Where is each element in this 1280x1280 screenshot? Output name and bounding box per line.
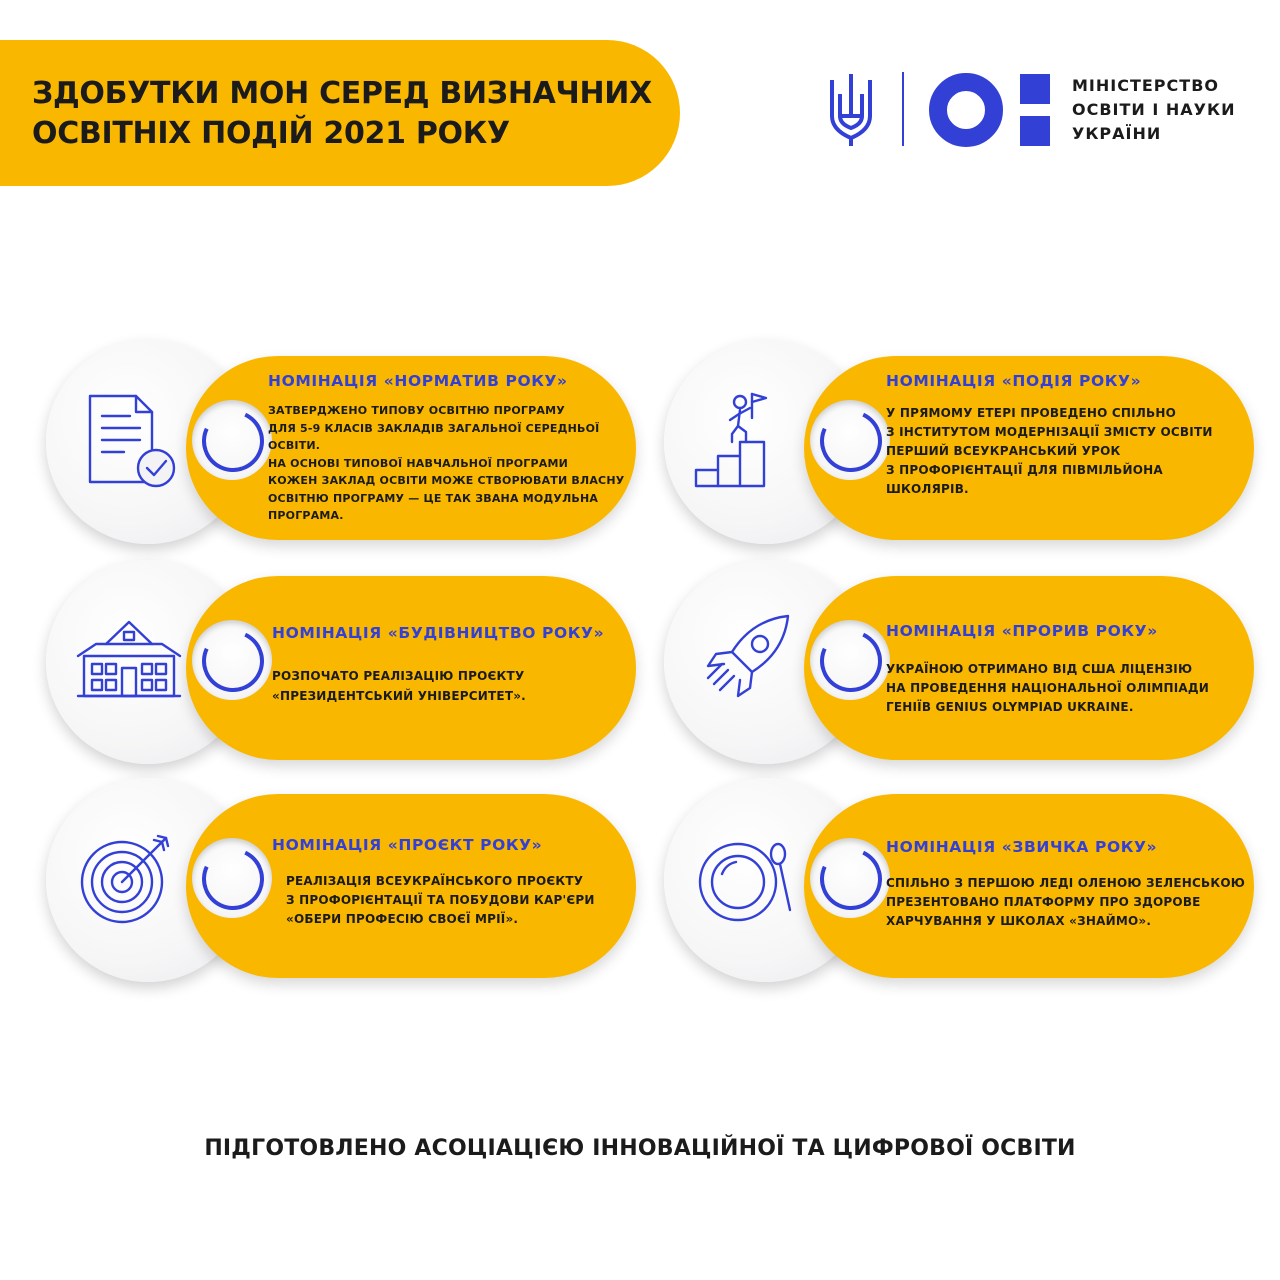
nomination-card-breakthrough [664,560,1264,770]
card-description [886,660,1256,717]
mon-emblem-icon [928,72,1058,148]
rocket-icon [692,606,802,716]
nomination-card-construction [46,560,646,770]
desc-line: ДЛЯ 5-9 КЛАСІВ ЗАКЛАДІВ ЗАГАЛЬНОЇ СЕРЕДНЬОЇ ОСВІТИ. [268,421,600,452]
nomination-card-event [664,340,1264,550]
desc-line: З ПРОФОРІЄНТАЦІЇ ТА ПОБУДОВИ КАР'ЄРИ [286,893,595,907]
document-check-icon [74,386,184,496]
title-banner [0,40,680,186]
desc-line: КОЖЕН ЗАКЛАД ОСВІТИ МОЖЕ СТВОРЮВАТИ ВЛАСНУ [268,474,625,487]
card-description [286,872,656,929]
ministry-name [1072,74,1262,146]
desc-line: «ПРЕЗИДЕНТСЬКИЙ УНІВЕРСИТЕТ». [272,689,526,703]
page-title [32,74,652,154]
desc-line: РОЗПОЧАТО РЕАЛІЗАЦІЮ ПРОЄКТУ [272,669,525,683]
desc-line: ПРЕЗЕНТОВАНО ПЛАТФОРМУ ПРО ЗДОРОВЕ [886,895,1201,909]
desc-line: УКРАЇНОЮ ОТРИМАНО ВІД США ЛІЦЕНЗІЮ [886,662,1193,676]
card-heading: НОМІНАЦІЯ «ПОДІЯ РОКУ» [886,372,1142,390]
stairs-flag-icon [692,386,802,496]
card-heading: НОМІНАЦІЯ «ПРОЄКТ РОКУ» [272,836,543,854]
desc-line: ГЕНІЇВ GENIUS OLYMPIAD UKRAINE. [886,700,1134,714]
logo-divider [902,72,904,146]
desc-line: НА ПРОВЕДЕННЯ НАЦІОНАЛЬНОЇ ОЛІМПІАДИ [886,681,1210,695]
ministry-name-line-1: МІНІСТЕРСТВО [1072,76,1219,95]
title-line-2: ОСВІТНІХ ПОДІЙ 2021 РОКУ [32,116,510,151]
nomination-card-project [46,778,646,988]
desc-line: ЗАТВЕРДЖЕНО ТИПОВУ ОСВІТНЮ ПРОГРАМУ [268,404,565,417]
trident-icon [826,72,876,148]
target-icon [74,824,184,934]
desc-line: З ІНСТИТУТОМ МОДЕРНІЗАЦІЇ ЗМІСТУ ОСВІТИ [886,425,1213,439]
desc-line: ШКОЛЯРІВ. [886,482,969,496]
plate-spoon-icon [692,824,802,934]
card-heading: НОМІНАЦІЯ «ПРОРИВ РОКУ» [886,622,1158,640]
card-description [886,874,1256,931]
card-heading: НОМІНАЦІЯ «БУДІВНИЦТВО РОКУ» [272,624,605,642]
ministry-logo [826,70,1256,150]
desc-line: «ОБЕРИ ПРОФЕСІЮ СВОЄЇ МРІЇ». [286,912,519,926]
desc-line: ПЕРШИЙ ВСЕУКРАНСЬКИЙ УРОК [886,444,1121,458]
ministry-name-line-2: ОСВІТИ І НАУКИ [1072,100,1236,119]
desc-line: СПІЛЬНО З ПЕРШОЮ ЛЕДІ ОЛЕНОЮ ЗЕЛЕНСЬКОЮ [886,876,1246,890]
building-icon [74,606,184,716]
ministry-name-line-3: УКРАЇНИ [1072,124,1162,143]
card-description [886,404,1256,499]
card-heading: НОМІНАЦІЯ «ЗВИЧКА РОКУ» [886,838,1158,856]
card-description [268,402,638,525]
desc-line: У ПРЯМОМУ ЕТЕРІ ПРОВЕДЕНО СПІЛЬНО [886,406,1177,420]
desc-line: З ПРОФОРІЄНТАЦІЇ ДЛЯ ПІВМІЛЬЙОНА [886,463,1163,477]
footer-credit: ПІДГОТОВЛЕНО АСОЦІАЦІЄЮ ІННОВАЦІЙНОЇ ТА ЦИФРОВОЇ ОСВІТИ [204,1136,1076,1161]
nomination-card-standard [46,340,646,550]
desc-line: НА ОСНОВІ ТИПОВОЇ НАВЧАЛЬНОЇ ПРОГРАМИ [268,456,569,470]
desc-line: РЕАЛІЗАЦІЯ ВСЕУКРАЇНСЬКОГО ПРОЄКТУ [286,874,584,888]
desc-line: ХАРЧУВАННЯ У ШКОЛАХ «ЗНАЙМО». [886,914,1152,928]
card-description [272,666,642,706]
desc-line: ОСВІТНЮ ПРОГРАМУ — ЦЕ ТАК ЗВАНА МОДУЛЬНА [268,491,599,505]
card-heading: НОМІНАЦІЯ «НОРМАТИВ РОКУ» [268,372,568,390]
desc-line: ПРОГРАМА. [268,509,344,522]
nomination-card-habit [664,778,1264,988]
title-line-1: ЗДОБУТКИ МОН СЕРЕД ВИЗНАЧНИХ [32,76,652,111]
